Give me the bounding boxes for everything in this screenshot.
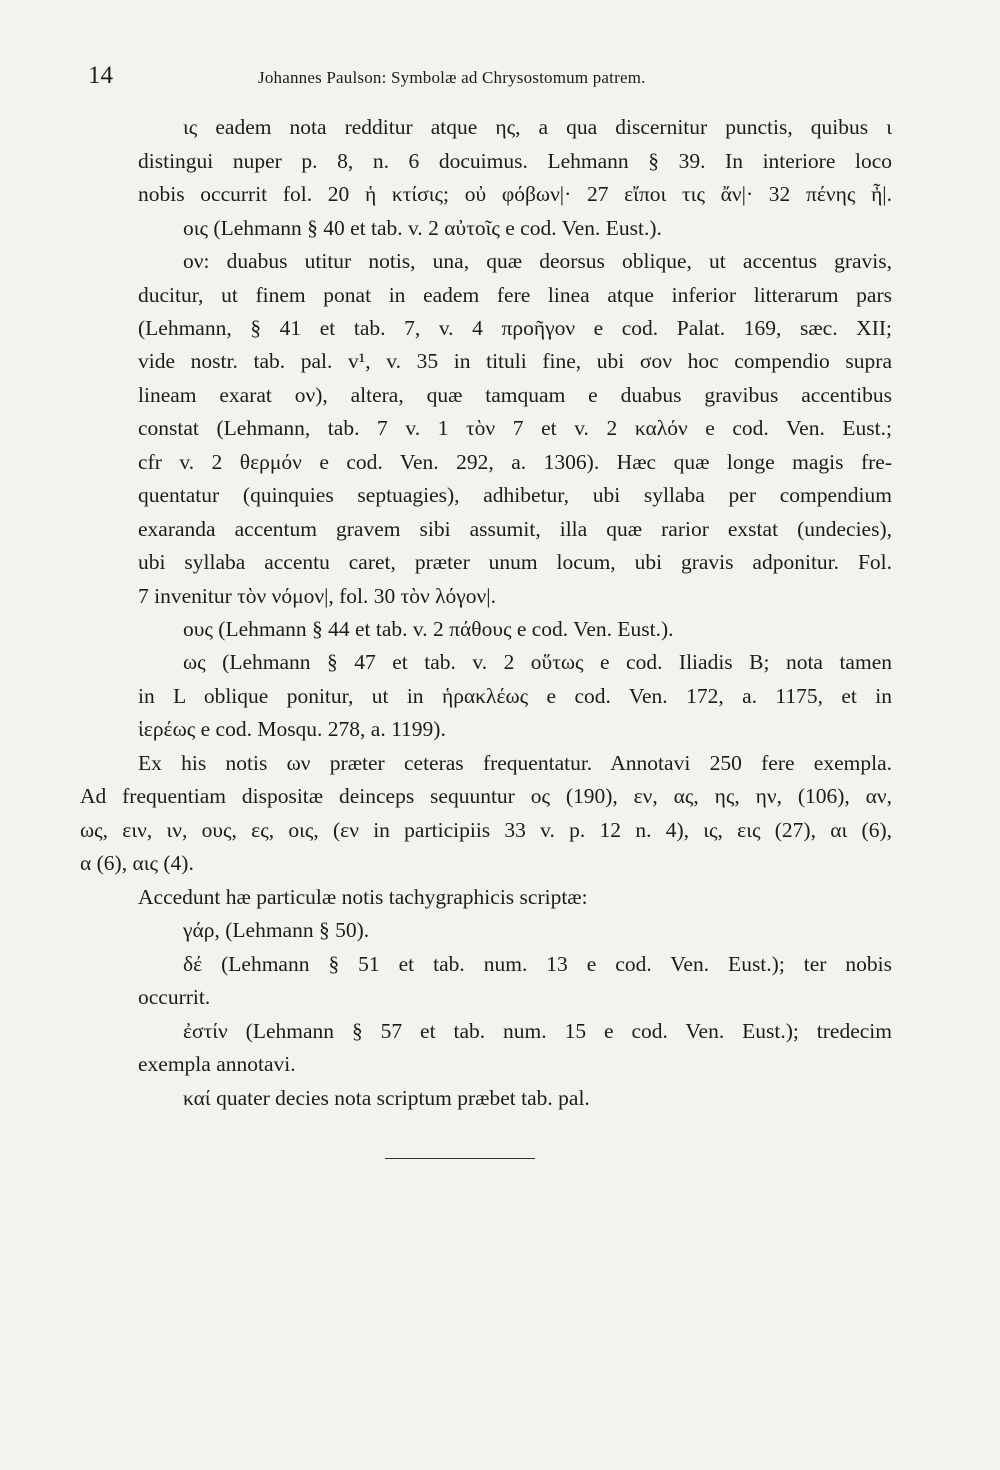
text-line: (Lehmann, § 41 et tab. 7, v. 4 προῆγον e cod. Palat. 169, sæc. XII; — [138, 316, 892, 340]
page-header — [88, 62, 890, 92]
text-line: exaranda accentum gravem sibi assumit, illa quæ rarior exstat (undecies), — [138, 517, 892, 541]
text-line: Accedunt hæ particulæ notis tachygraphicis scriptæ: — [138, 885, 588, 909]
text-line: ον: duabus utitur notis, una, quæ deorsus oblique, ut accentus gravis, — [183, 249, 892, 273]
text-line: in L oblique ponitur, ut in ἡρακλέως e cod. Ven. 172, a. 1175, et in — [138, 684, 892, 708]
text-line: constat (Lehmann, tab. 7 v. 1 τὸν 7 et v. 2 καλόν e cod. Ven. Eust.; — [138, 416, 892, 440]
footnote-divider — [385, 1158, 535, 1159]
text-line: ους (Lehmann § 44 et tab. v. 2 πάθους e cod. Ven. Eust.). — [183, 617, 674, 641]
text-line: ἐστίν (Lehmann § 57 et tab. num. 15 e cod. Ven. Eust.); tredecim — [183, 1019, 892, 1043]
text-line: ducitur, ut finem ponat in eadem fere linea atque inferior litterarum pars — [138, 283, 892, 307]
text-line: 7 invenitur τὸν νόμον|, fol. 30 τὸν λόγον|. — [138, 584, 496, 608]
text-line: occurrit. — [138, 985, 211, 1009]
text-line: lineam exarat ον), altera, quæ tamquam e duabus gravibus accentibus — [138, 383, 892, 407]
text-line: οις (Lehmann § 40 et tab. v. 2 αὐτοῖς e cod. Ven. Eust.). — [183, 216, 662, 240]
text-line: cfr v. 2 θερμόν e cod. Ven. 292, a. 1306). Hæc quæ longe magis fre- — [138, 450, 892, 474]
running-head: Johannes Paulson: Symbolæ ad Chrysostomum patrem. — [258, 68, 646, 87]
text-line: ις eadem nota redditur atque ης, a qua discernitur punctis, quibus ι — [183, 115, 892, 139]
text-line: nobis occurrit fol. 20 ἡ κτίσις; οὐ φόβων|· 27 εἴποι τις ἄν|· 32 πένης ἦ|. — [138, 182, 892, 206]
text-line: quentatur (quinquies septuagies), adhibetur, ubi syllaba per compendium — [138, 483, 892, 507]
text-line: Ad frequentiam dispositæ deinceps sequuntur ος (190), εν, ας, ης, ην, (106), αν, — [80, 784, 892, 808]
text-line: δέ (Lehmann § 51 et tab. num. 13 e cod. Ven. Eust.); ter nobis — [183, 952, 892, 976]
text-line: Ex his notis ων præter ceteras frequentatur. Annotavi 250 fere exempla. — [138, 751, 892, 775]
text-line: exempla annotavi. — [138, 1052, 296, 1076]
text-line: distingui nuper p. 8, n. 6 docuimus. Lehmann § 39. In interiore loco — [138, 149, 892, 173]
text-line: ως (Lehmann § 47 et tab. v. 2 οὕτως e cod. Iliadis B; nota tamen — [183, 650, 892, 674]
text-line: α (6), αις (4). — [80, 851, 194, 875]
text-line: vide nostr. tab. pal. v¹, v. 35 in tituli fine, ubi σον hoc compendio supra — [138, 349, 892, 373]
text-line: καί quater decies nota scriptum præbet tab. pal. — [183, 1086, 590, 1110]
page-number: 14 — [88, 62, 113, 89]
text-line: ἱερέως e cod. Mosqu. 278, a. 1199). — [138, 717, 446, 741]
text-line: ubi syllaba accentu caret, præter unum locum, ubi gravis adponitur. Fol. — [138, 550, 892, 574]
text-line: γάρ, (Lehmann § 50). — [183, 918, 370, 942]
text-line: ως, ειν, ιν, ους, ες, οις, (εν in participiis 33 v. p. 12 n. 4), ις, εις (27), αι (6), — [80, 818, 892, 842]
